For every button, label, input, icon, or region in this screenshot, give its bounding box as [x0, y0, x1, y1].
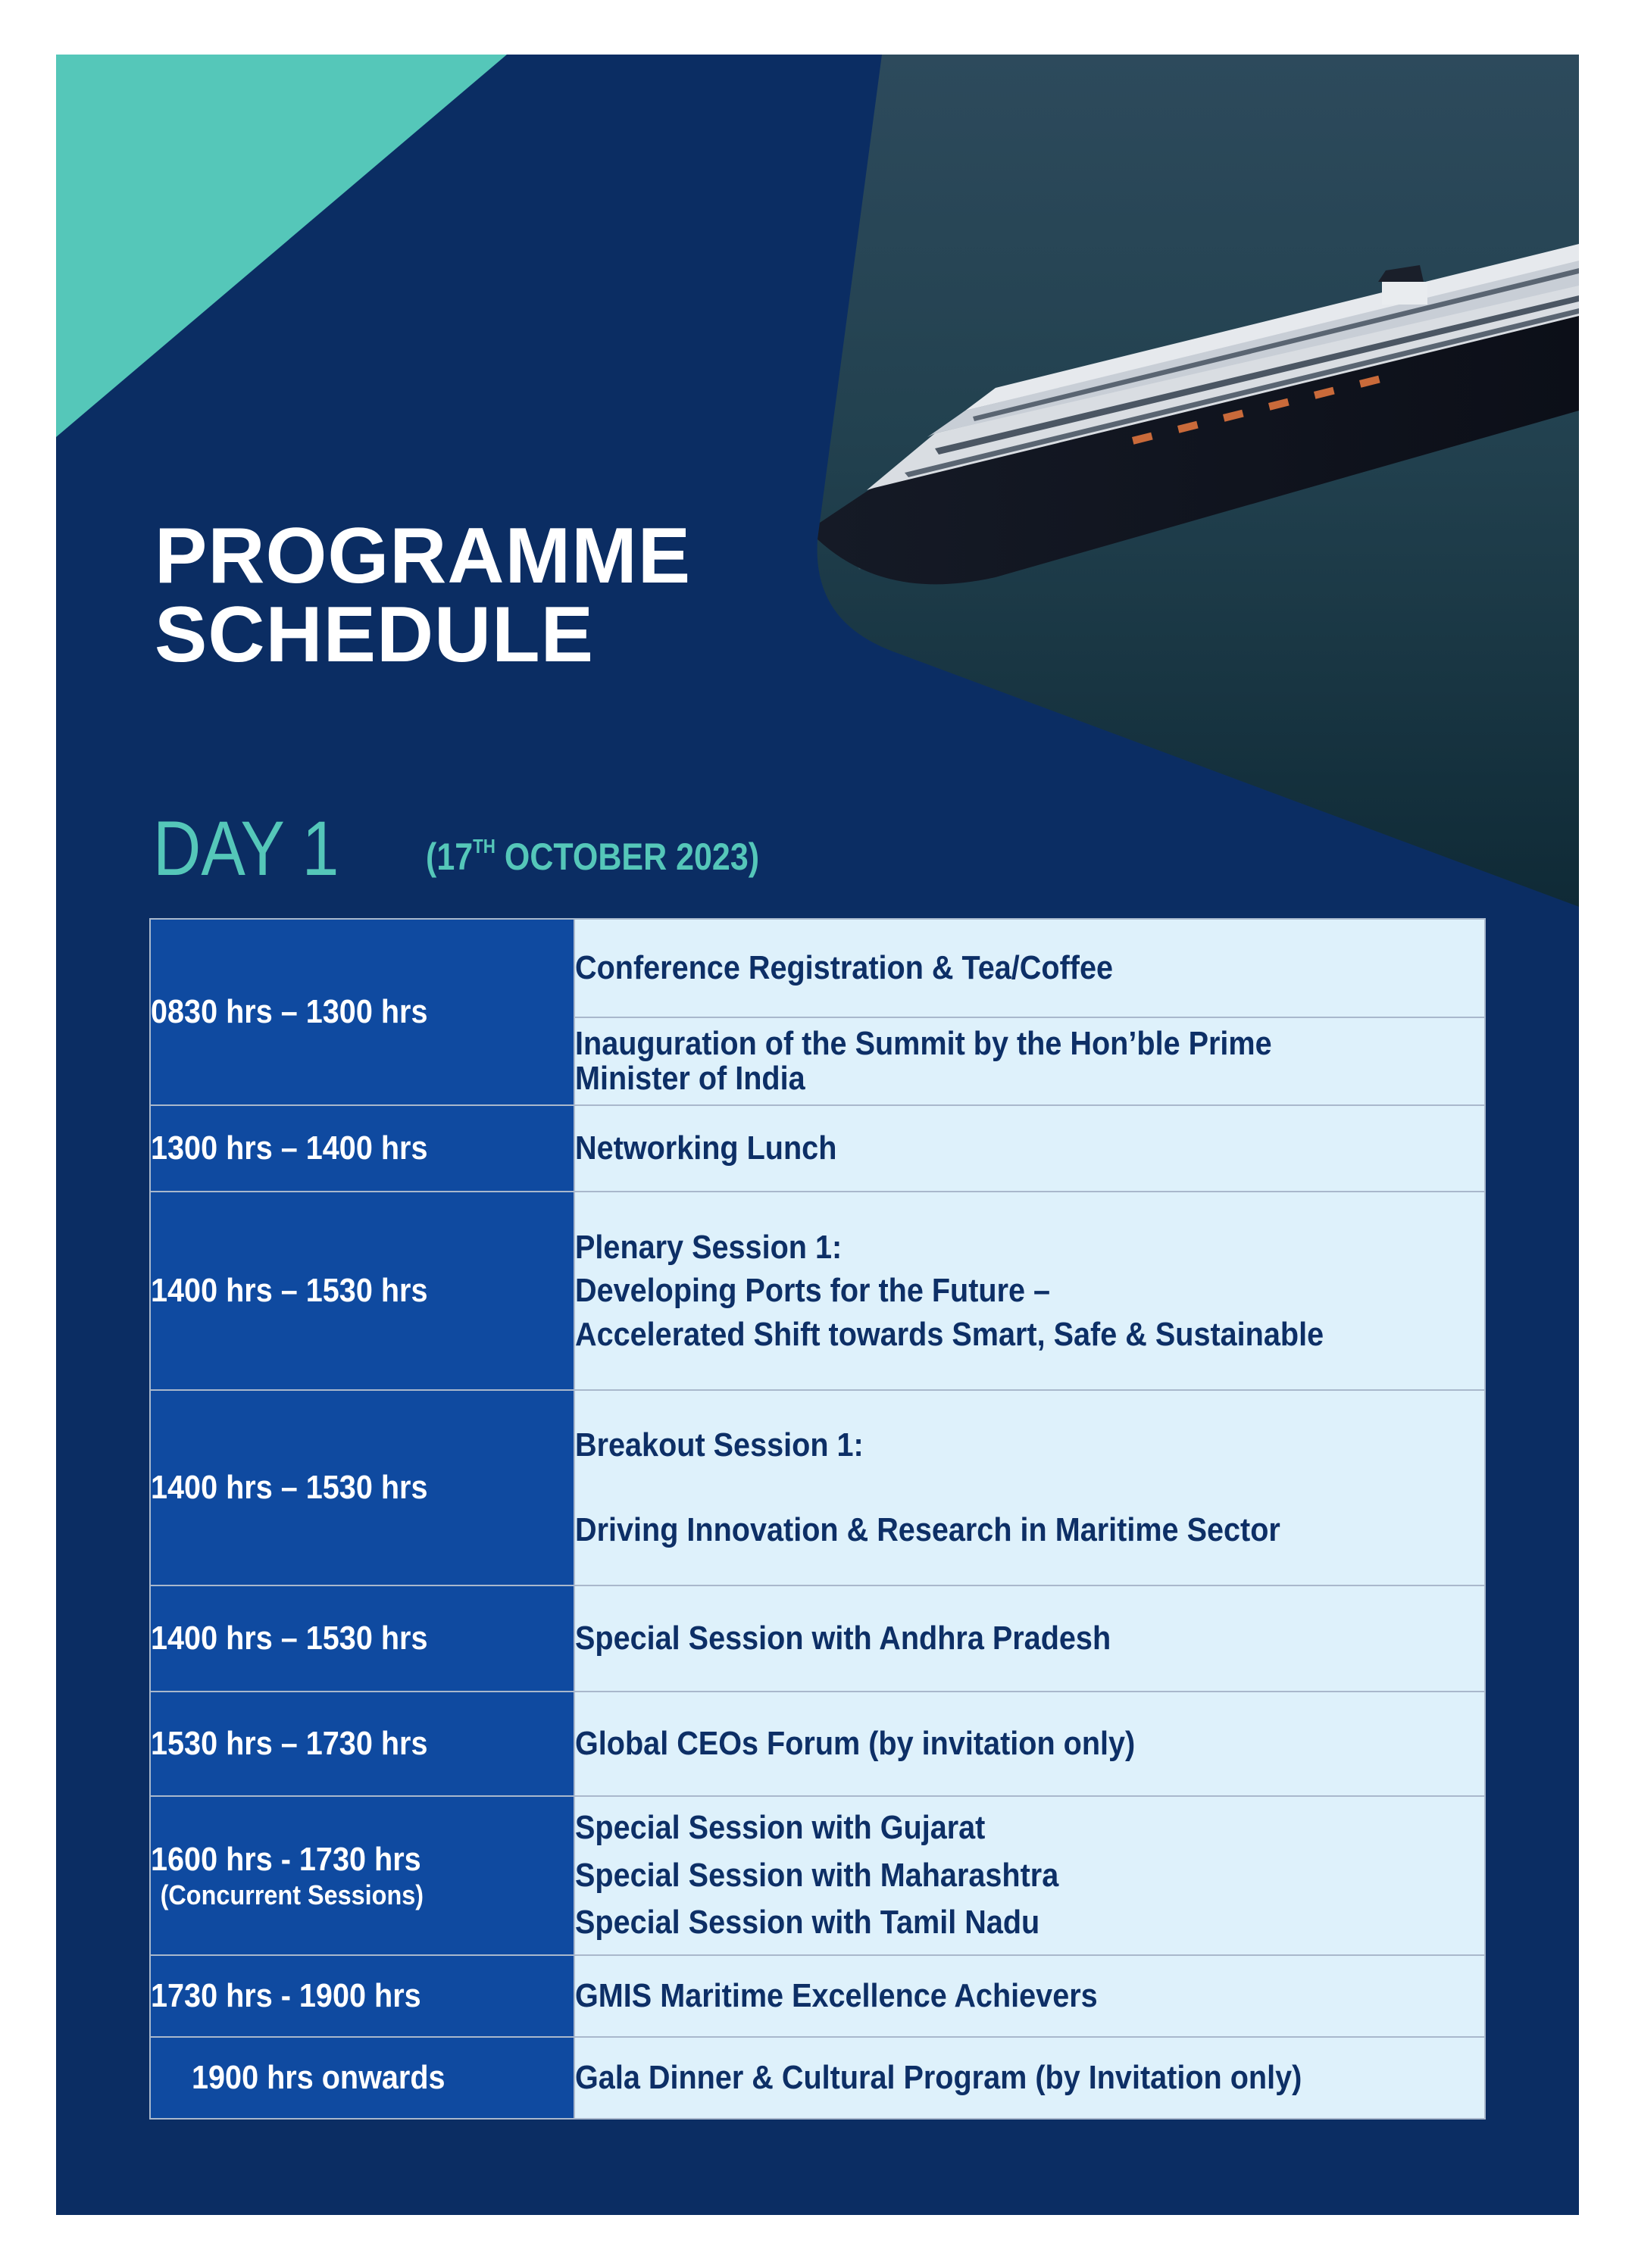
schedule-table	[149, 918, 1486, 2120]
time-cell: 1730 hrs - 1900 hrs	[150, 1955, 574, 2037]
title-line-1: PROGRAMME	[155, 512, 692, 600]
time-cell: 1600 hrs - 1730 hrs (Concurrent Sessions)	[150, 1796, 574, 1955]
schedule-row	[150, 1585, 1485, 1692]
schedule-row	[150, 1955, 1485, 2037]
day-date: (17TH OCTOBER 2023)	[426, 835, 760, 878]
schedule-row	[150, 1192, 1485, 1390]
schedule-row	[150, 1390, 1485, 1585]
event-cell: Networking Lunch	[574, 1105, 1485, 1192]
time-cell: 0830 hrs – 1300 hrs	[150, 919, 574, 1105]
event-cell: Breakout Session 1: Driving Innovation & Research in Maritime Sector	[574, 1390, 1485, 1585]
time-cell: 1900 hrs onwards	[150, 2037, 574, 2119]
event-cell: Special Session with Gujarat Special Session with Maharashtra Special Session with Tamil Nadu	[574, 1796, 1485, 1955]
day-label: DAY 1	[153, 805, 339, 892]
teal-corner-triangle	[56, 55, 507, 437]
schedule-row	[150, 1105, 1485, 1192]
schedule-row	[150, 1692, 1485, 1796]
event-cell: Inauguration of the Summit by the Hon’ble Prime Minister of India	[574, 1017, 1485, 1105]
time-cell: 1400 hrs – 1530 hrs	[150, 1192, 574, 1390]
time-cell: 1300 hrs – 1400 hrs	[150, 1105, 574, 1192]
schedule-row	[150, 2037, 1485, 2119]
day-heading	[153, 804, 760, 893]
time-cell: 1530 hrs – 1730 hrs	[150, 1692, 574, 1796]
concurrent-note: (Concurrent Sessions)	[160, 1879, 424, 1910]
event-cell: Special Session with Andhra Pradesh	[574, 1585, 1485, 1692]
title-line-2: SCHEDULE	[155, 591, 595, 679]
programme-poster	[56, 55, 1579, 2215]
event-cell: GMIS Maritime Excellence Achievers	[574, 1955, 1485, 2037]
event-cell: Plenary Session 1: Developing Ports for the Future – Accelerated Shift towards Smart, Safe & Sustainable	[574, 1192, 1485, 1390]
event-cell: Conference Registration & Tea/Coffee	[574, 919, 1485, 1017]
schedule-row	[150, 1796, 1485, 1955]
time-cell: 1400 hrs – 1530 hrs	[150, 1390, 574, 1585]
time-cell: 1400 hrs – 1530 hrs	[150, 1585, 574, 1692]
event-cell: Gala Dinner & Cultural Program (by Invitation only)	[574, 2037, 1485, 2119]
cruise-ship-photo	[814, 55, 1579, 911]
schedule-row	[150, 919, 1485, 1017]
page-title	[155, 512, 692, 679]
event-cell: Global CEOs Forum (by invitation only)	[574, 1692, 1485, 1796]
